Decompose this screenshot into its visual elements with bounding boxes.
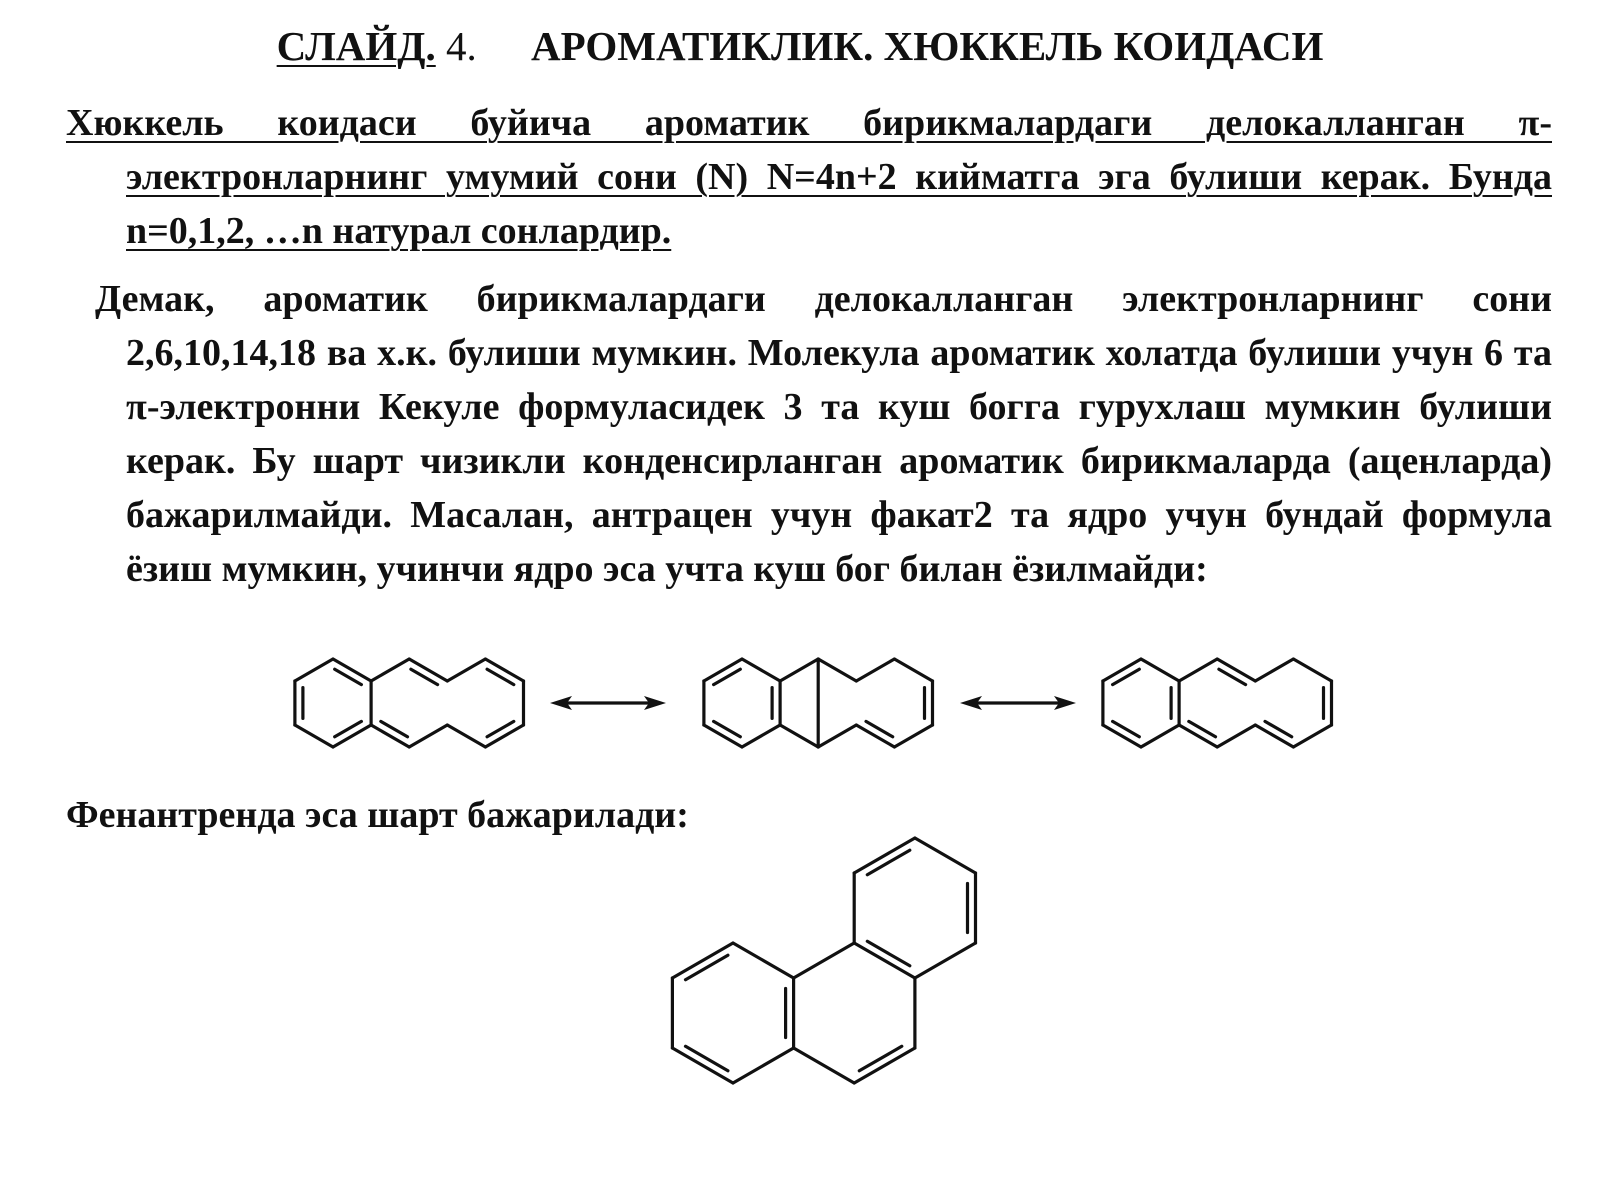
slide-label: СЛАЙД. bbox=[276, 23, 436, 69]
phenanthrene-caption: Фенантренда эса шарт бажарилади: bbox=[66, 794, 689, 836]
bond-line bbox=[733, 943, 794, 978]
bond-line bbox=[733, 1048, 794, 1083]
bond-line bbox=[794, 943, 855, 978]
bond-line bbox=[854, 1048, 915, 1083]
phenanthrene-structure bbox=[672, 838, 975, 1083]
bond-line bbox=[854, 838, 915, 873]
bond-line bbox=[794, 1048, 855, 1083]
page-title: АРОМАТИКЛИК. ХЮККЕЛЬ КОИДАСИ bbox=[531, 23, 1324, 69]
bond-line bbox=[672, 1048, 733, 1083]
huckel-rule-paragraph: Хюккель коидаси буйича ароматик бирикмалардаги делокалланган π-электронларнинг умумий сони (N) N=4n+2 кийматга эга булиши керак. Бунда n=0,1,2, …n натурал сонлардир. bbox=[66, 102, 1552, 252]
bond-line bbox=[672, 943, 733, 978]
explanation-paragraph: Демак, ароматик бирикмалардаги делокалланган электронларнинг сони 2,6,10,14,18 ва х.к. булиши мумкин. Молекула ароматик холатда булиши учун 6 та π-электронни Кекуле формуласидек 3 та куш богга гурухлаш мумкин булиши керак. Бу шарт чизикли конденсирланган ароматик бирикмаларда (аценларда) бажарилмайди. Масалан, антрацен учун факат2 та ядро учун бундай формула ёзиш мумкин, учинчи ядро эса учта куш бог билан ёзилмайди: bbox=[95, 278, 1552, 590]
bond-line bbox=[915, 943, 976, 978]
bond-line bbox=[915, 838, 976, 873]
slide-number: 4. bbox=[446, 23, 477, 69]
bond-line bbox=[854, 943, 915, 978]
